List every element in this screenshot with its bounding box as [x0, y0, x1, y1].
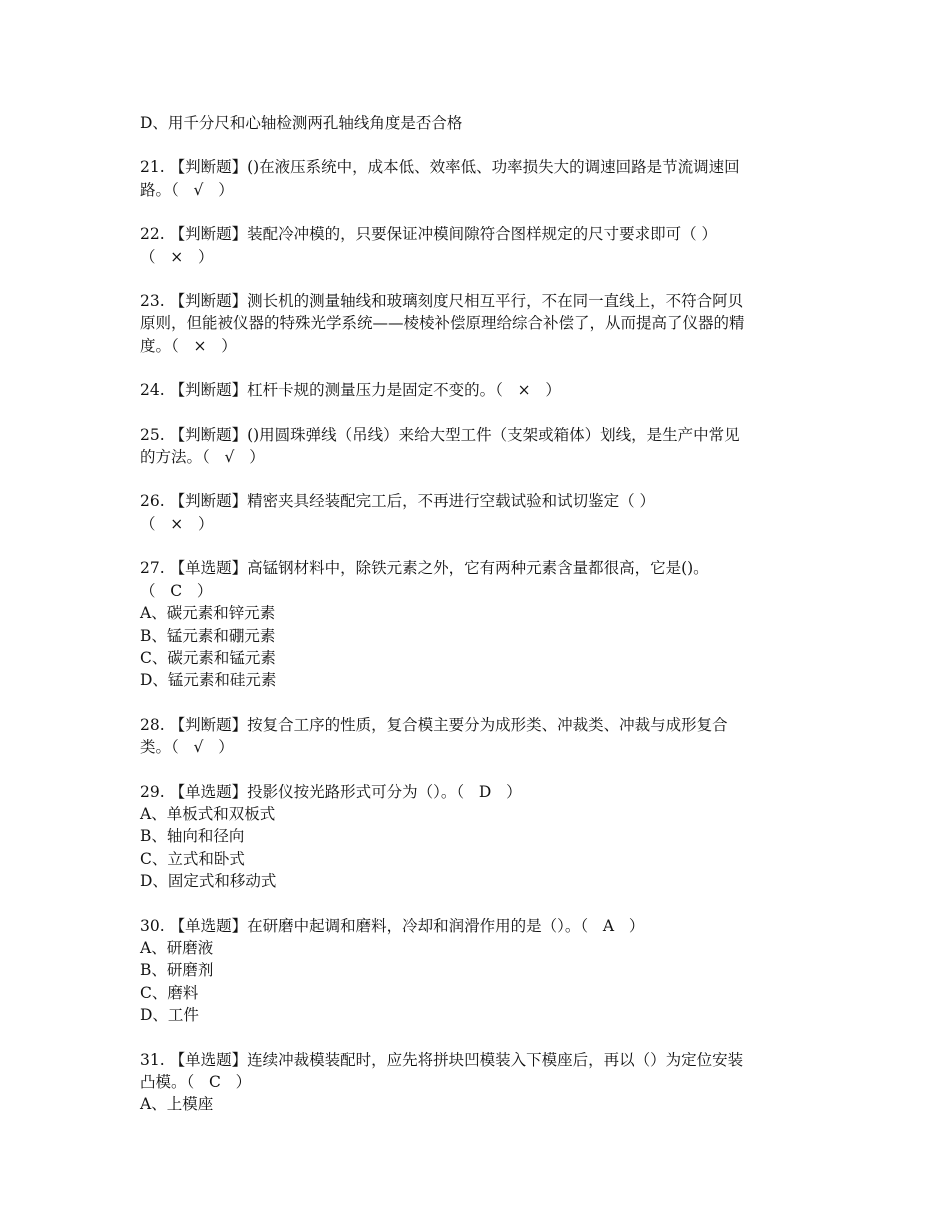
question-line: D、工件	[140, 1006, 199, 1025]
question-text: 29. 【单选题】投影仪按光路形式可分为（）。（ D ）	[140, 782, 522, 801]
question-text: 23. 【判断题】测长机的测量轴线和玻璃刻度尺相互平行，不在同一直线上，不符合阿贝	[140, 292, 744, 311]
question-text: 28. 【判断题】按复合工序的性质，复合模主要分为成形类、冲裁类、冲裁与成形复合	[140, 715, 728, 734]
question-line: 度。（ × ）	[140, 336, 237, 355]
question-item	[140, 915, 820, 1027]
question-text: 31. 【单选题】连续冲裁模装配时，应先将拼块凹模装入下模座后，再以（）为定位安装	[140, 1050, 744, 1069]
question-line: D、固定式和移动式	[140, 872, 277, 891]
question-line: C、碳元素和锰元素	[140, 648, 276, 667]
question-item	[140, 1049, 820, 1116]
question-line: A、上模座	[140, 1095, 214, 1114]
question-line: C、磨料	[140, 983, 199, 1002]
question-line: D、锰元素和硅元素	[140, 671, 277, 690]
question-item	[140, 424, 820, 469]
question-line: B、锰元素和硼元素	[140, 626, 276, 645]
question-line: （ × ）	[140, 247, 214, 266]
question-item	[140, 290, 820, 357]
question-text: 21. 【判断题】()在液压系统中，成本低、效率低、功率损失大的调速回路是节流调速回	[140, 158, 740, 177]
question-text: 26. 【判断题】精密夹具经装配完工后，不再进行空载试验和试切鉴定（ ）	[140, 492, 656, 511]
question-item	[140, 223, 820, 268]
question-line: （ × ）	[140, 514, 214, 533]
lead-option	[140, 112, 820, 134]
question-text: 30. 【单选题】在研磨中起调和磨料，冷却和润滑作用的是（）。（ A ）	[140, 916, 645, 935]
document-page	[140, 112, 820, 1138]
question-text: 24. 【判断题】杠杆卡规的测量压力是固定不变的。（ × ）	[140, 381, 561, 400]
question-item	[140, 714, 820, 759]
question-item	[140, 781, 820, 893]
question-line: 路。（ √ ）	[140, 180, 234, 199]
question-text: 22. 【判断题】装配冷冲模的，只要保证冲模间隙符合图样规定的尺寸要求即可（ ）	[140, 225, 718, 244]
question-item	[140, 156, 820, 201]
question-line: 原则，但能被仪器的特殊光学系统——棱棱补偿原理给综合补偿了，从而提高了仪器的精	[140, 314, 745, 333]
question-line: A、单板式和双板式	[140, 804, 276, 823]
option-text: D、用千分尺和心轴检测两孔轴线角度是否合格	[140, 114, 463, 132]
question-line: A、碳元素和锌元素	[140, 604, 276, 623]
question-text: 27. 【单选题】高锰钢材料中，除铁元素之外，它有两种元素含量都很高，它是()。	[140, 559, 709, 578]
question-text: 25. 【判断题】()用圆珠弹线（吊线）来给大型工件（支架或箱体）划线，是生产中常见	[140, 425, 740, 444]
question-line: 凸模。（ C ）	[140, 1073, 252, 1091]
question-line: B、研磨剂	[140, 961, 214, 980]
question-line: 的方法。（ √ ）	[140, 448, 265, 467]
question-item	[140, 490, 820, 535]
question-item	[140, 557, 820, 691]
question-line: 类。（ √ ）	[140, 738, 234, 757]
question-line: C、立式和卧式	[140, 849, 245, 868]
question-line: B、轴向和径向	[140, 827, 245, 846]
question-item	[140, 379, 820, 401]
question-list	[140, 156, 820, 1115]
question-line: A、研磨液	[140, 938, 214, 957]
question-line: （ C ）	[140, 581, 213, 600]
